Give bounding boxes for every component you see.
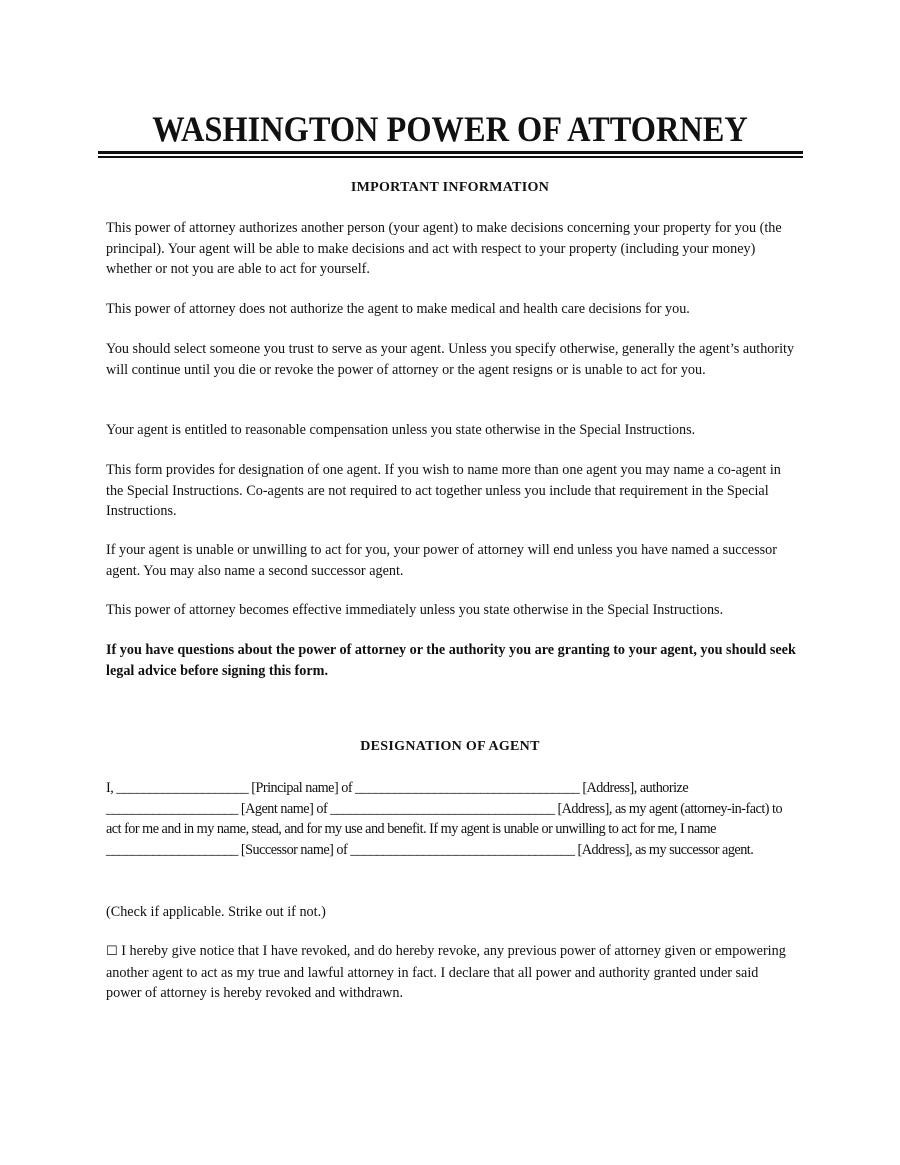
paragraph-compensation: Your agent is entitled to reasonable compensation unless you state otherwise in the Special Instructions. xyxy=(106,422,696,438)
document-title: WASHINGTON POWER OF ATTORNEY xyxy=(152,109,748,149)
check-instruction: (Check if applicable. Strike out if not.) xyxy=(106,904,326,920)
paragraph-co-agent: This form provides for designation of one agent. If you wish to name more than one agent you may name a co-agent in the Special Instructions. Co-agents are not required to act together unless you include that requirement in the Special Instructions. xyxy=(106,462,781,519)
section-heading-important-information: IMPORTANT INFORMATION xyxy=(350,180,550,195)
paragraph-effective: This power of attorney becomes effective immediately unless you state otherwise in the Special Instructions. xyxy=(106,602,724,618)
section-heading-designation-of-agent: DESIGNATION OF AGENT xyxy=(360,739,540,754)
designation-fill-in-paragraph[interactable]: I, ____________________ [Principal name] of __________________________________ [Address], authorize ____________________ [Agent name] of __________________________________ [Address], as my agent (attorney-in-fact) to act for me and in my name, stead, and for my use and benefit. If my agent is unable or unwilling to act for me, I name ____________________ [Successor name] of __________________________________ [Address], as my successor agent. xyxy=(106,780,783,858)
paragraph-successor: If your agent is unable or unwilling to act for you, your power of attorney will end unless you have named a successor agent. You may also name a second successor agent. xyxy=(106,542,777,579)
revocation-checkbox[interactable]: ☐ xyxy=(106,944,118,959)
paragraph-authorization: This power of attorney authorizes another person (your agent) to make decisions concerning your property for you (the principal). Your agent will be able to make decisions and act with respect to your property (including your money) whether or not you are able to act for yourself. xyxy=(106,220,782,277)
title-rule-thin xyxy=(98,156,803,158)
paragraph-no-medical: This power of attorney does not authorize the agent to make medical and health care decisions for you. xyxy=(106,301,690,317)
title-rule-thick xyxy=(98,151,803,154)
paragraph-legal-advice-notice: If you have questions about the power of attorney or the authority you are granting to your agent, you should seek legal advice before signing this form. xyxy=(106,642,796,679)
revocation-clause xyxy=(106,941,796,1004)
paragraph-select-agent: You should select someone you trust to serve as your agent. Unless you specify otherwise, generally the agent’s authority will continue until you die or revoke the power of attorney or the agent resigns or is unable to act for you. xyxy=(106,341,795,378)
revocation-text: I hereby give notice that I have revoked, and do hereby revoke, any previous power of attorney given or empowering another agent to act as my true and lawful attorney in fact. I declare that all power and authority granted under said power of attorney is hereby revoked and withdrawn. xyxy=(106,943,786,1001)
